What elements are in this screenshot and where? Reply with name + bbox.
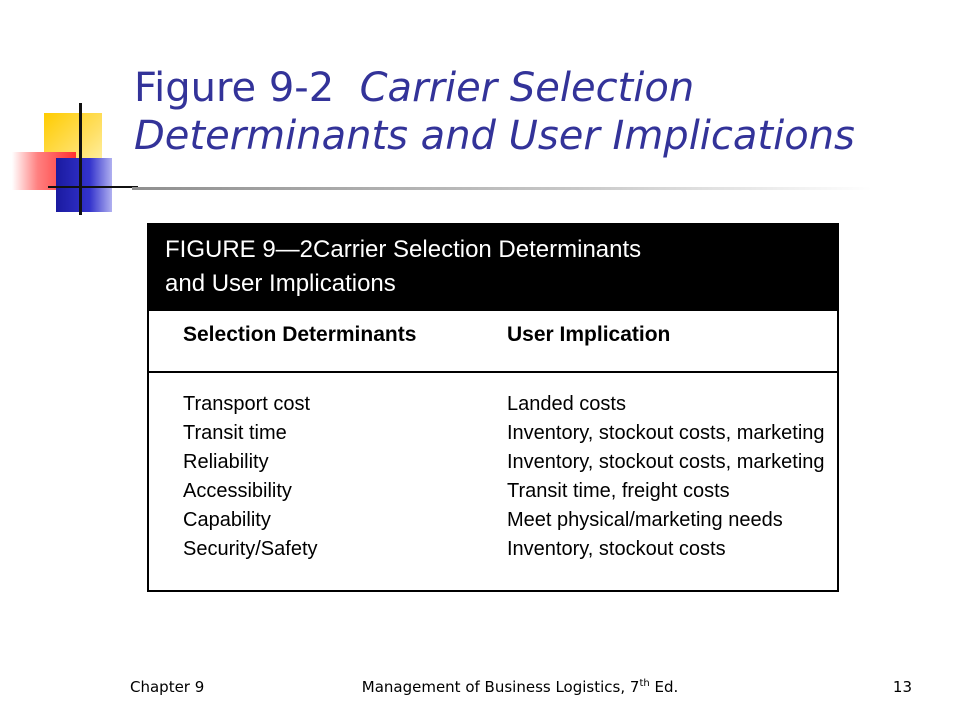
title-figure-caption: Carrier Selection Determinants and User Implications bbox=[134, 65, 855, 159]
table-row bbox=[149, 538, 837, 567]
implication-cell: Meet physical/marketing needs bbox=[507, 509, 783, 531]
determinant-cell: Capability bbox=[183, 509, 271, 531]
figure-header-line1: FIGURE 9—2Carrier Selection Determinants bbox=[165, 236, 642, 263]
footer-book-title bbox=[330, 678, 710, 696]
table-row bbox=[149, 393, 837, 422]
slide-decoration-logo bbox=[0, 0, 140, 230]
determinant-cell: Transit time bbox=[183, 422, 287, 444]
footer-book-prefix: Management of Business Logistics, 7 bbox=[361, 678, 640, 696]
determinant-cell: Security/Safety bbox=[183, 538, 318, 560]
figure-header bbox=[149, 225, 837, 311]
column-header-determinants: Selection Determinants bbox=[183, 323, 417, 346]
figure-table bbox=[147, 223, 839, 592]
title-underline bbox=[132, 187, 872, 190]
footer-chapter: Chapter 9 bbox=[130, 678, 205, 696]
determinant-cell: Transport cost bbox=[183, 393, 311, 415]
implication-cell: Inventory, stockout costs bbox=[507, 538, 726, 560]
footer-page-number: 13 bbox=[892, 678, 912, 696]
implication-cell: Inventory, stockout costs, marketing bbox=[507, 451, 825, 473]
table-row bbox=[149, 451, 837, 480]
vertical-line-decoration bbox=[79, 103, 82, 215]
horizontal-line-decoration bbox=[48, 186, 138, 188]
table-row bbox=[149, 422, 837, 451]
implication-cell: Transit time, freight costs bbox=[507, 480, 730, 502]
header-divider bbox=[149, 371, 837, 373]
slide-title bbox=[134, 64, 934, 160]
determinant-cell: Reliability bbox=[183, 451, 269, 473]
footer-book-sup: th bbox=[639, 678, 650, 689]
table-row bbox=[149, 509, 837, 538]
blue-square-decoration bbox=[56, 158, 112, 212]
table-body bbox=[149, 393, 837, 567]
implication-cell: Landed costs bbox=[507, 393, 626, 415]
determinant-cell: Accessibility bbox=[183, 480, 292, 502]
title-figure-number: Figure 9-2 bbox=[134, 65, 335, 111]
table-row bbox=[149, 480, 837, 509]
figure-header-line2: and User Implications bbox=[165, 270, 396, 297]
implication-cell: Inventory, stockout costs, marketing bbox=[507, 422, 825, 444]
column-header-implication: User Implication bbox=[507, 323, 671, 346]
footer-book-suffix: Ed. bbox=[649, 678, 679, 696]
